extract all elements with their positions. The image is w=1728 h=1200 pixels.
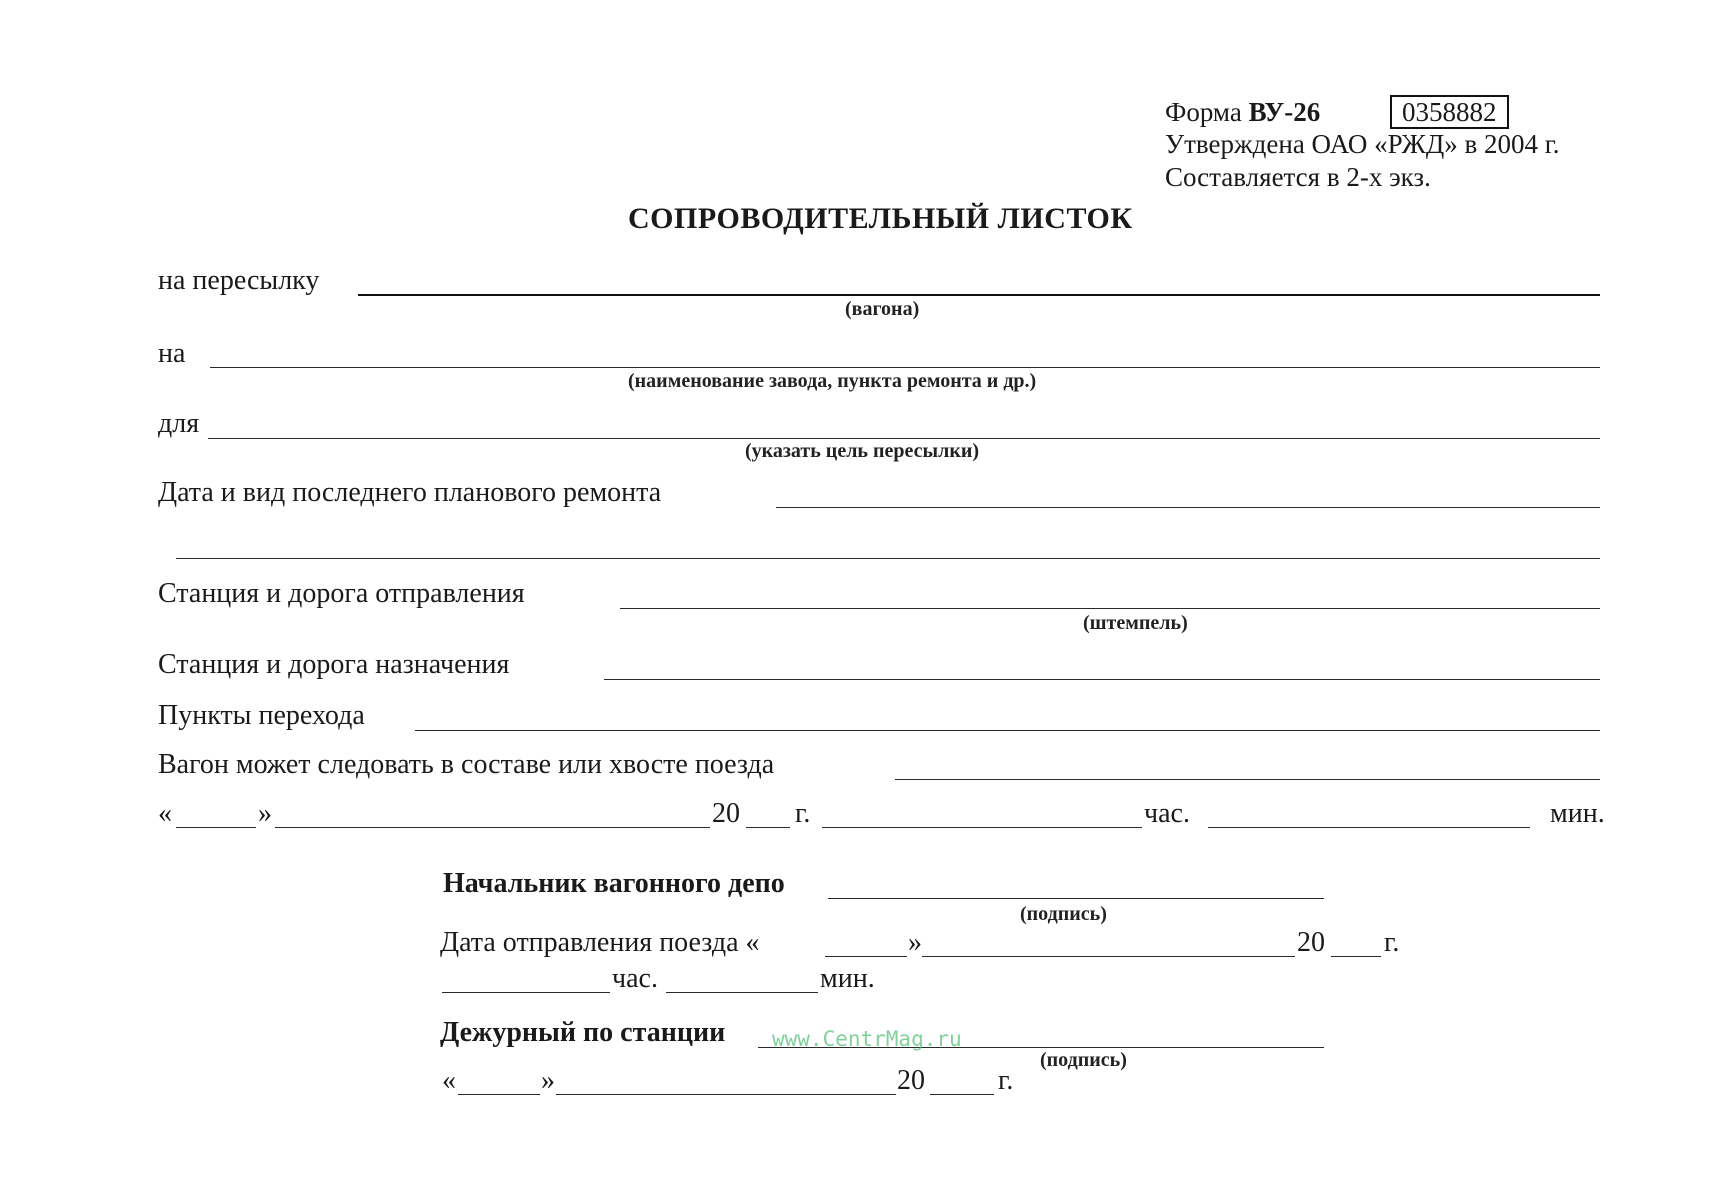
departure-year-line[interactable] [1331, 956, 1381, 957]
duty-year-prefix: 20 [897, 1065, 925, 1096]
approval-text: Утверждена ОАО «РЖД» в 2004 г. [1165, 129, 1560, 159]
repair-label: Дата и вид последнего планового ремонта [158, 477, 662, 508]
duty-date-open-quote: « [442, 1065, 456, 1096]
forward-label: на пересылку [158, 265, 320, 296]
to-label: на [158, 338, 186, 369]
duty-year-suffix: г. [998, 1065, 1014, 1096]
date-year-line[interactable] [746, 827, 790, 828]
depot-chief-signature-hint: (подпись) [1020, 903, 1107, 925]
train-position-line[interactable] [895, 779, 1600, 780]
repair-line[interactable] [776, 507, 1600, 508]
forward-hint: (вагона) [845, 298, 920, 320]
stamp-hint: (штемпель) [1083, 612, 1188, 634]
form-label [1165, 96, 1320, 128]
form-number-box [1390, 95, 1509, 129]
duty-day-line[interactable] [458, 1094, 540, 1095]
station-duty-label: Дежурный по станции [440, 1017, 726, 1048]
departure-date-label: Дата отправления поезда « [440, 927, 760, 958]
to-hint: (наименование завода, пункта ремонта и др.) [628, 370, 1037, 392]
minutes-line[interactable] [1208, 827, 1530, 828]
destination-station-line[interactable] [604, 679, 1600, 680]
transfer-points-label: Пункты перехода [158, 700, 365, 731]
document-title: СОПРОВОДИТЕЛЬНЫЙ ЛИСТОК [628, 202, 1133, 235]
repair-line-2[interactable] [176, 558, 1600, 559]
station-duty-signature-hint: (подпись) [1040, 1049, 1127, 1071]
departure-month-line[interactable] [922, 956, 1295, 957]
date-month-line[interactable] [275, 827, 710, 828]
date-close-quote: » [258, 798, 272, 829]
date-year-prefix: 20 [712, 798, 740, 829]
watermark: www.CentrMag.ru [772, 1027, 962, 1051]
departure-station-label: Станция и дорога отправления [158, 578, 525, 609]
copies-text: Составляется в 2-х экз. [1165, 162, 1431, 192]
departure-hours-line[interactable] [442, 992, 610, 993]
departure-hours-label: час. [612, 963, 658, 994]
minutes-label: мин. [1550, 798, 1605, 829]
departure-close-quote: » [908, 927, 922, 958]
departure-day-line[interactable] [825, 956, 907, 957]
date-year-suffix: г. [795, 798, 811, 829]
date-day-line[interactable] [176, 827, 256, 828]
departure-station-line[interactable] [620, 608, 1600, 609]
hours-line[interactable] [822, 827, 1142, 828]
duty-year-line[interactable] [930, 1094, 994, 1095]
to-line[interactable] [210, 367, 1600, 368]
duty-month-line[interactable] [556, 1094, 896, 1095]
form-number: 0358882 [1390, 95, 1509, 129]
for-hint: (указать цель пересылки) [745, 440, 980, 462]
duty-date-close-quote: » [541, 1065, 555, 1096]
departure-minutes-line[interactable] [666, 992, 818, 993]
for-line[interactable] [208, 438, 1600, 439]
depot-chief-label: Начальник вагонного депо [443, 868, 785, 899]
departure-year-prefix: 20 [1297, 927, 1325, 958]
forward-line[interactable] [358, 294, 1600, 296]
for-label: для [158, 408, 200, 439]
date-open-quote: « [158, 798, 172, 829]
transfer-points-line[interactable] [415, 730, 1600, 731]
train-position-label: Вагон может следовать в составе или хвосте поезда [158, 749, 775, 780]
departure-year-suffix: г. [1384, 927, 1400, 958]
depot-chief-signature-line[interactable] [828, 898, 1324, 899]
departure-minutes-label: мин. [820, 963, 875, 994]
form-prefix: Форма [1165, 97, 1242, 127]
hours-label: час. [1144, 798, 1190, 829]
destination-station-label: Станция и дорога назначения [158, 649, 510, 680]
form-code: ВУ-26 [1248, 97, 1321, 127]
